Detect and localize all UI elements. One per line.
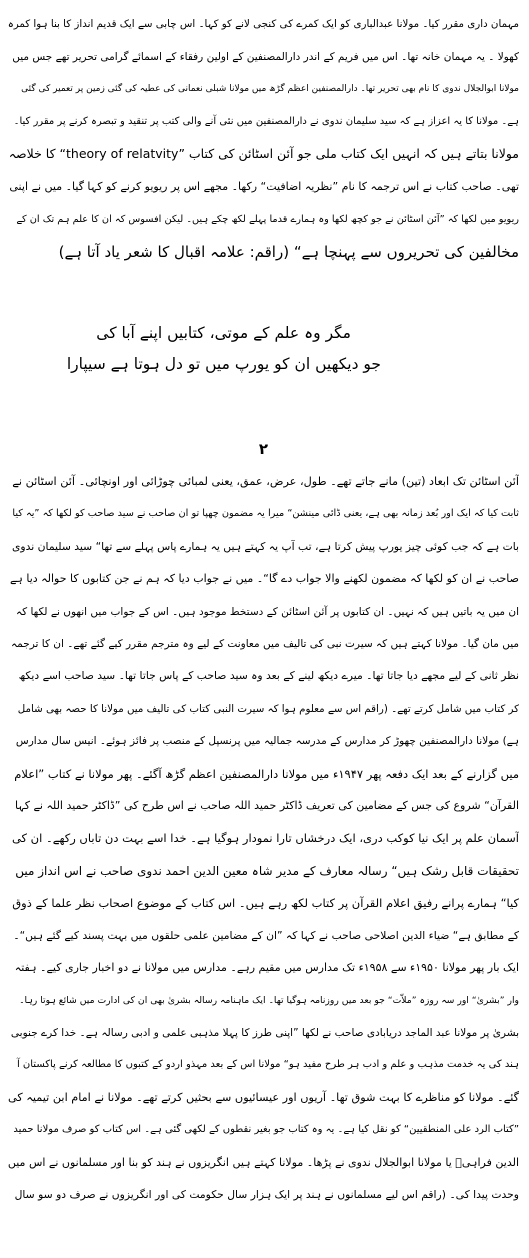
iqbal-couplet <box>8 318 519 380</box>
section-1-paragraph <box>8 8 519 318</box>
text-line: ہند کی یہ خدمت مذہب و علم و ادب ہر طرح مفید ہو“ مولانا اس کے بعد مہذو اردو کے کتبوں کا مطالعہ کرنے پاکستان آ <box>16 1059 519 1071</box>
text-line: کے مطابق ہے“ ضیاء الدین اصلاحی صاحب نے کہا کہ ”ان کے مضامین علمی حلقوں میں بہت پسند کیے گئے ہیں“۔ <box>13 928 519 942</box>
text-line: وحدت پیدا کی۔ (راقم اس لیے مسلمانوں نے ہند پر ایک ہزار سال حکومت کی اور انگریزوں نے صرف دو سو سال <box>14 1187 519 1201</box>
couplet-line-2: جو دیکھیں ان کو یورپ میں تو دل ہوتا ہے سیپارا <box>66 355 381 373</box>
text-line: بشریٰ پر مولانا عبد الماجد دریابادی صاحب نے لکھا ”اپنی طرز کا پہلا مذہبی علمی و ادبی رسالہ ہے۔ خدا کرے جنوبی <box>10 1026 519 1039</box>
text-line: میں گزارنے کے بعد ایک دفعہ پھر ۱۹۴۷ء میں مولانا دارالمصنفین اعظم گڑھ آگئے۔ پھر مولانا نے کتاب ”اعلام <box>14 766 519 781</box>
text-line: ان میں یہ باتیں ہیں کہ نہیں۔ ان کتابوں پر آئن اسٹائن کے دستخط موجود ہیں۔ اس کے جواب میں انھوں نے لکھا کہ <box>15 605 519 618</box>
text-line: مخالفین کی تحریروں سے پہنچا ہے“ (راقم: علامہ اقبال کا شعر یاد آتا ہے) <box>58 243 519 262</box>
section-2-paragraph <box>8 466 519 1211</box>
text-line: ایک بار پھر مولانا ۱۹۵۰ء سے ۱۹۵۸ء تک مدارس میں مقیم رہے۔ مدارس میں مولانا نے دو اخبار جاری کیے۔ ہفتہ <box>14 961 519 975</box>
text-line: الدین فراہیؒ یا مولانا ابوالجلال ندوی نے پڑھا۔ مولانا کہتے ہیں انگریزوں نے ہند کو بنا اور مسلمانوں نے اس میں <box>8 1155 519 1169</box>
text-line: میں مان گیا۔ مولانا کہتے ہیں کہ سیرت نبی کی تالیف میں معاونت کے لیے وہ مترجم مقرر کیے گئے تھے۔ ان کا ترجمہ <box>11 638 519 651</box>
text-line: آسمان علم پر ایک نیا کوکب دری، ایک درخشاں تارا نمودار ہوگیا ہے۔ خدا اسے بہت دن تاباں رکھے۔ ان کی <box>11 831 519 846</box>
text-line: صاحب نے ان کو لکھا کہ مضمون لکھنے والا جواب دے گا“۔ میں نے جواب دیا کہ ہم نے جن کتابوں کا حوالہ دیا ہے <box>9 572 519 586</box>
text-line: ثابت کیا کہ ایک اور بُعد زمانہ بھی ہے، یعنی ڈائی مینشن“ میرا یہ مضمون چھپا تو ان صاحب نے سید صاحب کو لکھا کہ ”یہ کیا <box>12 508 519 520</box>
text-line: مولانا بتاتے ہیں کہ انہیں ایک کتاب ملی جو آئن اسٹائن کی کتاب ”theory of relatvity“ کا خلاصہ <box>8 146 519 162</box>
text-line: مولانا ابوالجلال ندوی کا نام بھی تحریر تھا۔ دارالمصنفین اعظم گڑھ میں مولانا شبلی نعمانی کی عطیہ کی گئی زمین پر تعمیر کی گئی <box>21 84 519 95</box>
text-line: وار ”بشریٰ“ اور سہ روزہ ”ملاّت“ جو بعد میں روزنامہ ہوگیا تھا۔ ایک ماہنامہ رسالہ بشریٰ بھی ان کی ادارت میں شائع ہوتا رہا۔ <box>19 994 519 1006</box>
text-line: کیا“ ہمارے پرانے رفیق اعلام القرآن پر کتاب لکھ رہے ہیں۔ اس کتاب کے موضوع اصحاب نظر علما کے ذوق <box>12 896 519 911</box>
text-line: گئے۔ مولانا کو مناظرے کا بہت شوق تھا۔ آریوں اور عیسائیوں سے بحثیں کرتے تھے۔ مولانا نے امام ابن تیمیہ کی <box>8 1090 519 1104</box>
text-line: ریویو میں لکھا کہ ”آئن اسٹائن نے جو کچھ لکھا وہ ہمارے قدما پہلے لکھ چکے ہیں۔ لیکن افسوس کہ ان کا علم ہم تک ان کے <box>16 213 519 225</box>
couplet-line-1: مگر وہ علم کے موتی، کتابیں اپنے آبا کی <box>96 324 351 342</box>
text-line: مہمان داری مقرر کیا۔ مولانا عبدالباری کو ایک کمرے کی کنجی لانے کو کہا۔ اس چابی سے ایک قدیم انداز کا بنا ہوا کمرہ <box>8 18 519 30</box>
text-line: ہے) مولانا دارالمصنفین چھوڑ کر مدارس کے مدرسہ جمالیہ میں پرنسپل کے منصب پر فائز ہوئے۔ انیس سال مدارس <box>15 735 519 748</box>
text-line: تھی۔ صاحب کتاب نے اس ترجمہ کا نام ”نظریہ اضافیت“ رکھا۔ مجھے اس پر ریویو کرنے کو کہا گیا۔ میں نے اپنی <box>9 179 519 193</box>
text-line: کھولا ۔ یہ مہمان خانہ تھا۔ اس میں فریم کے اندر دارالمصنفین کے اولین رفقاء کے اسمائے گرامی تحریر تھے جس میں <box>12 50 519 63</box>
text-line: ”کتاب الرد علی المنطقیین“ کو نقل کیا ہے۔ یہ وہ کتاب جو بغیر نقطوں کے لکھی گئی ہے۔ اس کتاب کو صرف مولانا حمید <box>13 1124 519 1136</box>
text-line: تحقیقات قابل رشک ہیں“ رسالہ معارف کے مدیر شاہ معین الدین احمد ندوی صاحب نے اس انداز میں <box>15 863 519 878</box>
text-line: ہے۔ مولانا کا یہ اعزاز ہے کہ سید سلیمان ندوی نے دارالمصنفین میں نئی آنے والی کتب پر تنقید و تبصرہ کرنے پر مقرر کیا۔ <box>13 115 519 127</box>
text-line: کر کتاب میں شامل کرتے تھے۔ (راقم اس سے معلوم ہوا کہ سیرت النبی کتاب کی تالیف میں مولانا کا حصہ بھی شامل <box>17 702 519 715</box>
text-line: آئن اسٹائن تک ابعاد (تین) مانے جاتے تھے۔ طول، عرض، عمق، یعنی لمبائی چوڑائی اور اونچائی۔ آئن اسٹائن نے <box>12 475 519 488</box>
text-line: القرآن“ شروع کی جس کے مضامین کی تعریف ڈاکٹر حمید اللہ صاحب نے اس طرح کی ”ڈاکٹر حمید اللہ نے کہا <box>14 799 519 813</box>
text-line: بات ہے کہ جب کوئی چیز یورپ پیش کرتا ہے، تب آپ یہ کہتے ہیں یہ ہمارے پاس پہلے سے تھا“ سید سلیمان ندوی <box>12 539 519 553</box>
text-line: نظر ثانی کے لیے مجھے دیا جاتا تھا۔ میرے دیکھ لینے کے بعد وہ سید صاحب کے پاس جاتا تھا۔ سید صاحب اسے دیکھ <box>18 669 519 683</box>
page-number: ۲ <box>258 440 269 458</box>
